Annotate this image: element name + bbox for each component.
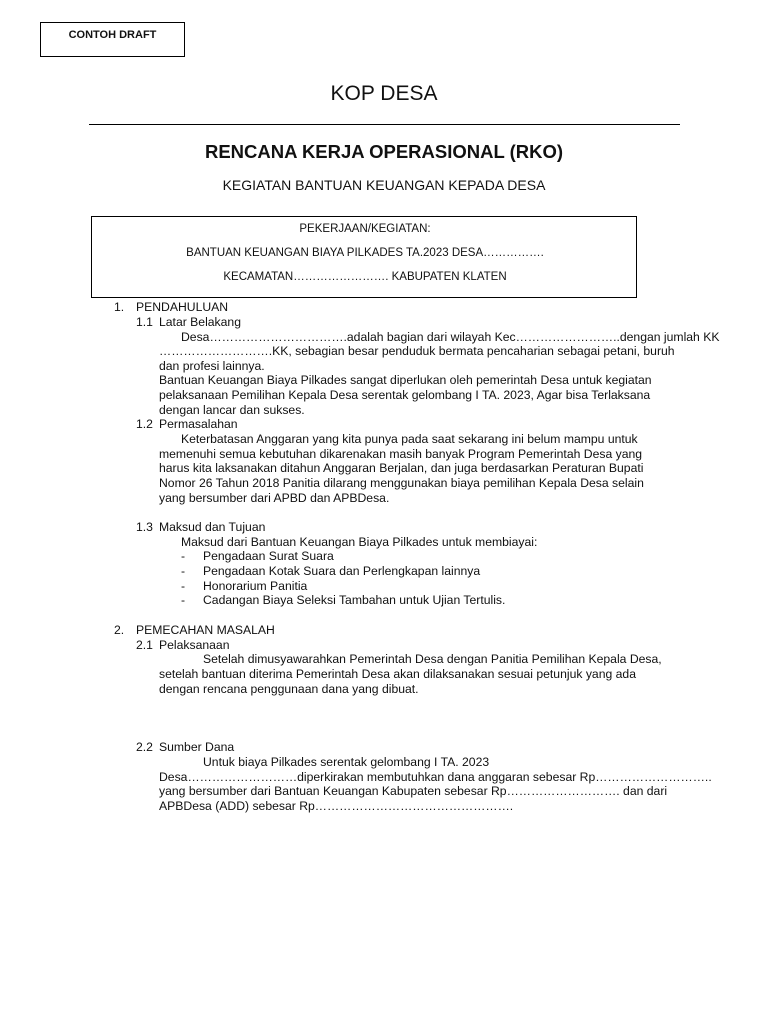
bullet-dash: -: [181, 593, 186, 607]
section-number: 2.: [114, 623, 125, 637]
paragraph-line: APBDesa (ADD) sebesar Rp………………………………………….: [159, 799, 514, 813]
paragraph-line: harus kita laksanakan ditahun Anggaran Berjalan, dan juga berdasarkan Peraturan Bupati: [159, 461, 644, 475]
subsection-heading-maksud-tujuan: Maksud dan Tujuan: [159, 520, 266, 534]
draft-label-box: [40, 22, 185, 57]
activity-location: KECAMATAN……………………. KABUPATEN KLATEN: [223, 271, 507, 283]
document-subtitle: KEGIATAN BANTUAN KEUANGAN KEPADA DESA: [222, 177, 546, 193]
paragraph-line: yang bersumber dari Bantuan Keuangan Kabupaten sebesar Rp………………………. dan dari: [159, 784, 668, 798]
paragraph-line: Nomor 26 Tahun 2018 Panitia dilarang menggunakan biaya pemilihan Kepala Desa selain: [159, 476, 644, 490]
paragraph-line: Maksud dari Bantuan Keuangan Biaya Pilkades untuk membiayai:: [181, 535, 538, 549]
paragraph-line: Bantuan Keuangan Biaya Pilkades sangat diperlukan oleh pemerintah Desa untuk kegiatan: [159, 373, 652, 387]
paragraph-line: dengan lancar dan sukses.: [159, 403, 305, 417]
bullet-dash: -: [181, 564, 186, 578]
subsection-heading-latar-belakang: Latar Belakang: [159, 315, 241, 329]
subsection-number: 1.3: [136, 520, 153, 534]
section-heading-pendahuluan: PENDAHULUAN: [136, 300, 229, 314]
paragraph-line: pelaksanaan Pemilihan Kepala Desa serentak gelombang I TA. 2023, Agar bisa Terlaksana: [159, 388, 651, 402]
document-title: RENCANA KERJA OPERASIONAL (RKO): [204, 141, 564, 162]
draft-label: CONTOH DRAFT: [68, 29, 157, 41]
paragraph-line: dengan rencana penggunaan dana yang dibuat.: [159, 682, 419, 696]
list-item: Pengadaan Kotak Suara dan Perlengkapan lainnya: [203, 564, 481, 578]
activity-info-box: [91, 216, 637, 298]
paragraph-line: memenuhi semua kebutuhan dikarenakan masih banyak Program Pemerintah Desa yang: [159, 447, 643, 461]
paragraph-line: yang bersumber dari APBD dan APBDesa.: [159, 491, 390, 505]
paragraph-line: Desa…………………………….adalah bagian dari wilayah Kec……………………..dengan jumlah KK: [181, 330, 720, 344]
paragraph-line: dan profesi lainnya.: [159, 359, 265, 373]
subsection-number: 1.1: [136, 315, 153, 329]
activity-label: PEKERJAAN/KEGIATAN:: [299, 223, 431, 235]
letterhead-divider: [89, 124, 680, 125]
paragraph-line: Desa………………………diperkirakan membutuhkan dana anggaran sebesar Rp………………………..: [159, 770, 712, 784]
section-number: 1.: [114, 300, 125, 314]
bullet-dash: -: [181, 579, 186, 593]
list-item: Pengadaan Surat Suara: [203, 549, 334, 563]
paragraph-line: setelah bantuan diterima Pemerintah Desa akan dilaksanakan sesuai petunjuk yang ada: [159, 667, 636, 681]
paragraph-line: Keterbatasan Anggaran yang kita punya pada saat sekarang ini belum mampu untuk: [181, 432, 638, 446]
subsection-heading-sumber-dana: Sumber Dana: [159, 740, 235, 754]
subsection-heading-permasalahan: Permasalahan: [159, 417, 238, 431]
paragraph-line: Untuk biaya Pilkades serentak gelombang I TA. 2023: [203, 755, 490, 769]
subsection-number: 1.2: [136, 417, 153, 431]
paragraph-line: ……………………….KK, sebagian besar penduduk bermata pencaharian sebagai petani, buruh: [159, 344, 675, 358]
subsection-heading-pelaksanaan: Pelaksanaan: [159, 638, 230, 652]
list-item: Honorarium Panitia: [203, 579, 308, 593]
subsection-number: 2.2: [136, 740, 153, 754]
activity-name: BANTUAN KEUANGAN BIAYA PILKADES TA.2023 DESA…………….: [186, 247, 544, 259]
subsection-number: 2.1: [136, 638, 153, 652]
section-heading-pemecahan-masalah: PEMECAHAN MASALAH: [136, 623, 275, 637]
bullet-dash: -: [181, 549, 186, 563]
letterhead-title: KOP DESA: [330, 82, 438, 105]
paragraph-line: Setelah dimusyawarahkan Pemerintah Desa dengan Panitia Pemilihan Kepala Desa,: [203, 652, 662, 666]
list-item: Cadangan Biaya Seleksi Tambahan untuk Ujian Tertulis.: [203, 593, 506, 607]
